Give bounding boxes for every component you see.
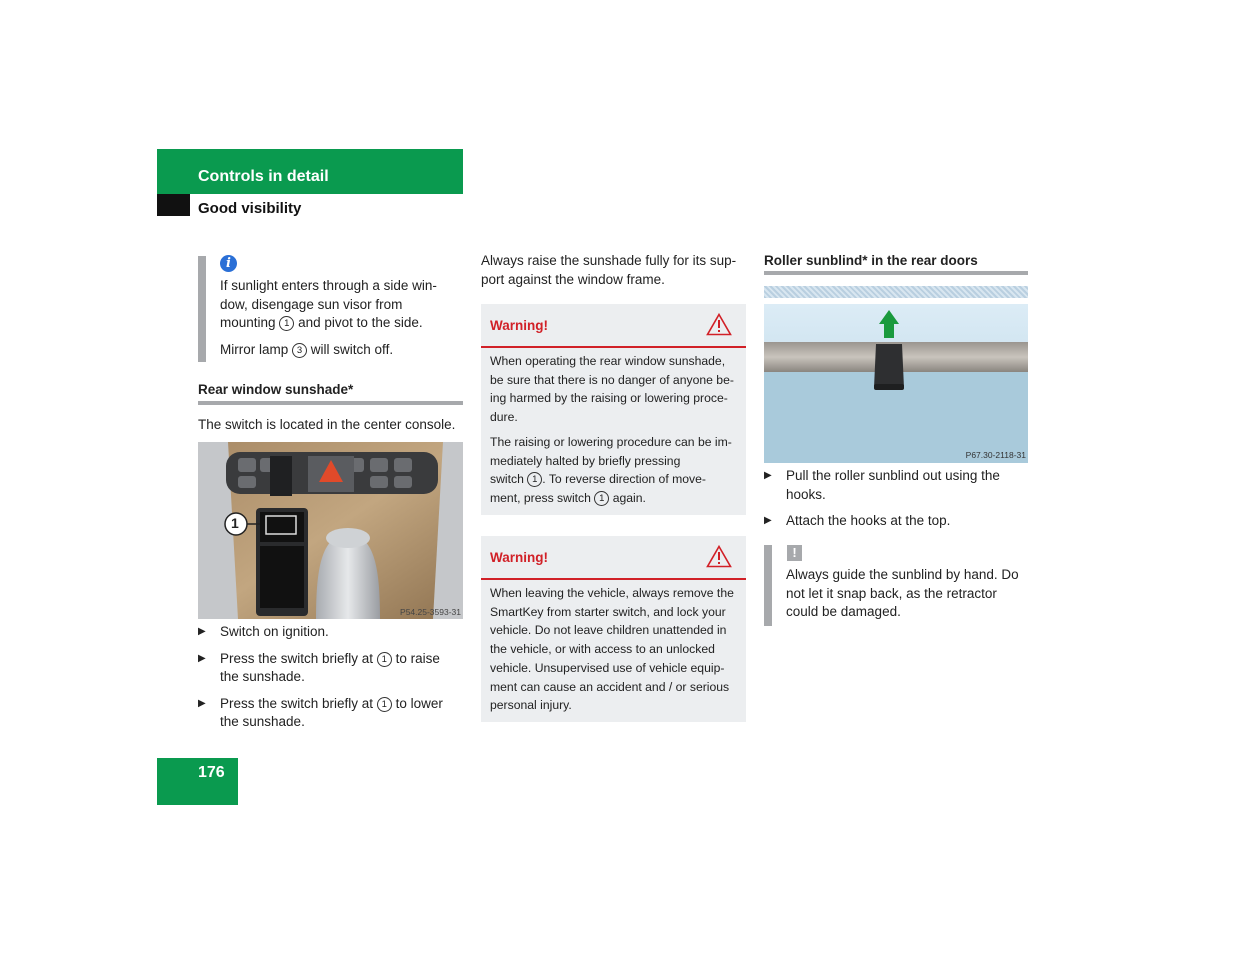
warning-box-2	[481, 536, 746, 722]
bullet-arrow-icon: ▶	[198, 652, 206, 664]
list-item: ▶ Switch on ignition.	[198, 623, 463, 642]
list-item: ▶ Press the switch briefly at 1 to lower the sunshade.	[198, 695, 463, 732]
heading-rule	[198, 401, 463, 405]
roller-sunblind-image	[764, 304, 1028, 463]
warning-title: Warning!	[490, 318, 548, 333]
warning-box-1	[481, 304, 746, 515]
page-number: 176	[198, 764, 225, 781]
warning-text: When operating the rear window sunshade, be sure that there is no danger of anyone be- ing harmed by the raising or lowering proce- dure. The raising or lowering procedure can be im- mediately halted by briefly pressing switch 1 . To reverse direction of move- ment, press switch 1 again.	[490, 354, 734, 505]
subsection-marker	[157, 194, 190, 216]
info-note-text: If sunlight enters through a side win- dow, disengage sun visor from mounting 1 and pivot to the side. Mirror lamp 3 will switch off.	[220, 278, 437, 357]
list-item: ▶ Attach the hooks at the top.	[764, 512, 1028, 531]
sunshade-steps	[198, 623, 463, 732]
info-icon: i	[220, 255, 237, 272]
image-code: P54.25-3593-31	[400, 607, 461, 617]
warning-rule	[481, 578, 746, 580]
section-title: Controls in detail	[198, 168, 329, 185]
callout-number: 1	[279, 316, 294, 331]
warning-triangle-icon	[706, 313, 732, 341]
info-note-bar	[198, 256, 206, 362]
warning-text: When leaving the vehicle, always remove the SmartKey from starter switch, and lock your vehicle. Do not leave children unattended in the vehicle, or with access to an unlocked vehicle. Unsupervised use of vehicle equip- ment can cause an accident and / or serious personal injury.	[490, 586, 734, 713]
bullet-arrow-icon: ▶	[198, 626, 206, 637]
warning-triangle-icon	[706, 545, 732, 573]
warning-title: Warning!	[490, 550, 548, 565]
image-top-strip	[764, 286, 1028, 298]
exclamation-icon: !	[787, 545, 802, 561]
warning-rule	[481, 346, 746, 348]
roller-sunblind-heading: Roller sunblind* in the rear doors	[764, 253, 978, 268]
callout-number: 1	[594, 491, 609, 506]
rear-sunshade-heading: Rear window sunshade*	[198, 382, 354, 397]
switch-location-text: The switch is located in the center console.	[198, 417, 456, 432]
list-item: ▶ Press the switch briefly at 1 to raise the sunshade.	[198, 650, 463, 687]
heading-rule	[764, 271, 1028, 275]
image-code: P67.30-2118-31	[965, 450, 1026, 460]
callout-number: 1	[527, 472, 542, 487]
subsection-title: Good visibility	[198, 200, 302, 217]
center-console-image	[198, 442, 463, 619]
callout-number: 1	[377, 652, 392, 667]
image-callout: 1	[231, 515, 239, 531]
callout-number: 3	[292, 343, 307, 358]
bullet-arrow-icon: ▶	[764, 515, 772, 526]
caution-note-text: Always guide the sunblind by hand. Do not let it snap back, as the retractor could be damaged.	[786, 567, 1019, 619]
bullet-arrow-icon: ▶	[764, 470, 772, 481]
sunshade-intro: Always raise the sunshade fully for its sup- port against the window frame.	[481, 253, 737, 287]
bullet-arrow-icon: ▶	[198, 697, 206, 709]
callout-number: 1	[377, 697, 392, 712]
roller-steps	[764, 467, 1028, 531]
caution-note-bar	[764, 545, 772, 626]
list-item: ▶ Pull the roller sunblind out using the hooks.	[764, 467, 1028, 504]
